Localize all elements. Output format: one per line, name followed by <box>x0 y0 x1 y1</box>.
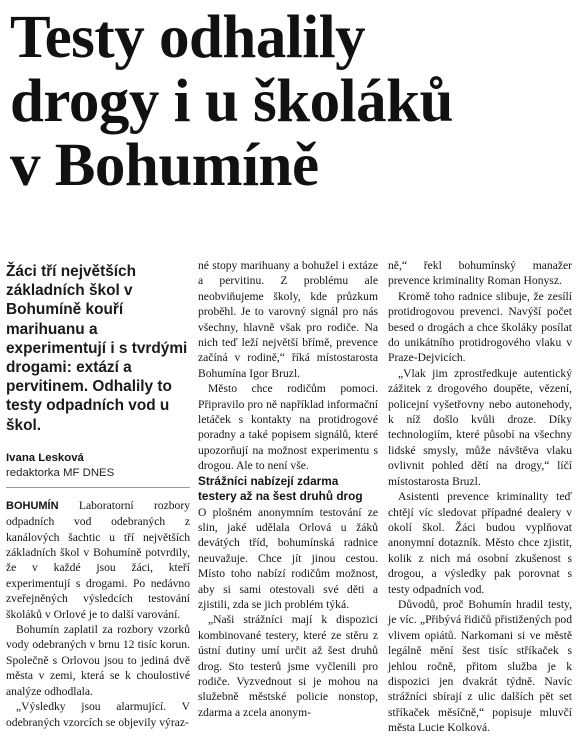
byline <box>6 451 190 488</box>
headline-line-1: Testy odhalily <box>10 4 366 71</box>
body-text: Laboratorní rozbory odpadních vod odebraných z kanálových šachtic u tří největších základních škol v Bohumíně potvrdily, že v každé jsou žáci, kteří experimentují s drogami. Po nedávno zveřejněných výsledcích testování školáků v Orlové je to další varování. <box>6 498 190 621</box>
headline-line-3: v Bohumíně <box>10 132 319 199</box>
body-paragraph <box>6 498 190 622</box>
headline-line-2: drogy i u školáků <box>10 68 453 135</box>
body-paragraph: „Výsledky jsou alarmující. V odebraných vzorcích se objevily výraz- <box>6 700 190 729</box>
author-role: redaktorka MF DNES <box>6 466 115 479</box>
dateline: BOHUMÍN <box>6 499 59 512</box>
body-paragraph: Důvodů, proč Bohumín hradil testy, je víc. „Přibývá řidičů přistižených pod vlivem opiátů. Narkomani si ve městě legálně mění šest tisíc stříkaček s jehlou ročně, přitom služba je k dispozici jen dvakrát týdně. Navíc strážníci sbírají z ulic dalších pět set stříkaček měsíčně,“ popisuje mluvčí města Lucie Kolková. <box>388 597 572 735</box>
body-paragraph: Asistenti prevence kriminality teď chtějí víc sledovat případné dealery v okolí škol. Žáci budou vyplňovat anonymní dotazník. Město chce zjistit, kolik z nich má osobní zkušenost s drogou, a výsledky pak porovnat s testy odpadních vod. <box>388 490 572 596</box>
body-paragraph: O plošném anonymním testování ze slin, jaké udělala Orlová u žáků devátých tříd, bohumínská radnice neuvažuje. Chce jít jinou cestou. Místo toho nabízí rodičům možnost, aby si sami otestovali své děti a zjistili, zda se jich problém týká. <box>198 505 378 611</box>
body-paragraph: né stopy marihuany a bohužel i extáze a pervitinu. Z problému ale neobviňujeme školy, kde průzkum proběhl. Je to varovný signál pro nás všechny, hlavně však pro rodiče. Na nich teď leží největší břímě, prevence začíná v rodině,“ říká místostarosta Bohumína Igor Bruzl. <box>198 259 378 380</box>
subheading: Strážníci nabízejí zdarma testery až na šest druhů drog <box>198 473 363 504</box>
article-column-3 <box>388 258 572 736</box>
body-paragraph: Kromě toho radnice slibuje, že zesílí protidrogovou prevenci. Navýší počet besed o drogách a chce školáky posílat do unikátního protidrogového vlaku v Praze-Dejvicích. <box>388 289 572 365</box>
body-paragraph: Město chce rodičům pomoci. Připravilo pro ně například informační letáček s kontakty na protidrogové poradny a také popisem signálů, které upozorňují na možnost experimentu s drogou. Ale to není vše. <box>198 382 378 473</box>
body-paragraph: Bohumín zaplatil za rozbory vzorků vody odebraných v brnu 12 tisíc korun. Společně s Orlovou jsou to jediná dvě města v zemi, která se k choulostivé analýze odhodlala. <box>6 623 190 698</box>
article-column-2 <box>198 258 378 720</box>
author-name: Ivana Lesková <box>6 451 84 464</box>
body-paragraph: „Vlak jim zprostředkuje autentický zážitek z drogového doupěte, vězení, policejní vyšetřovny nebo autonehody, k níž došlo kvůli droze. Díky technologiím, které působí na všechny lidské smysly, může návštěva vlaku ovlivnit pohled dětí na drogy,“ líčí místostarosta Bruzl. <box>388 366 572 488</box>
body-paragraph: „Naši strážníci mají k dispozici kombinované testery, které ze stěru z ústní dutiny umí určit až šest druhů drog. Sto testerů jsme vyčlenili pro rodiče. Vyzvednout si je mohou na služebně městské policie nonstop, zdarma a zcela anonym- <box>198 613 378 719</box>
headline <box>10 6 570 198</box>
article-column-1 <box>6 262 190 730</box>
body-paragraph: ně,“ řekl bohumínský manažer prevence kriminality Roman Honysz. <box>388 259 572 288</box>
lead-paragraph: Žáci tří největších základních škol v Bohumíně kouří marihuanu a experimentují i s tvrdými drogami: extází a pervitinem. Odhalily to testy odpadních vod u škol. <box>6 263 188 434</box>
